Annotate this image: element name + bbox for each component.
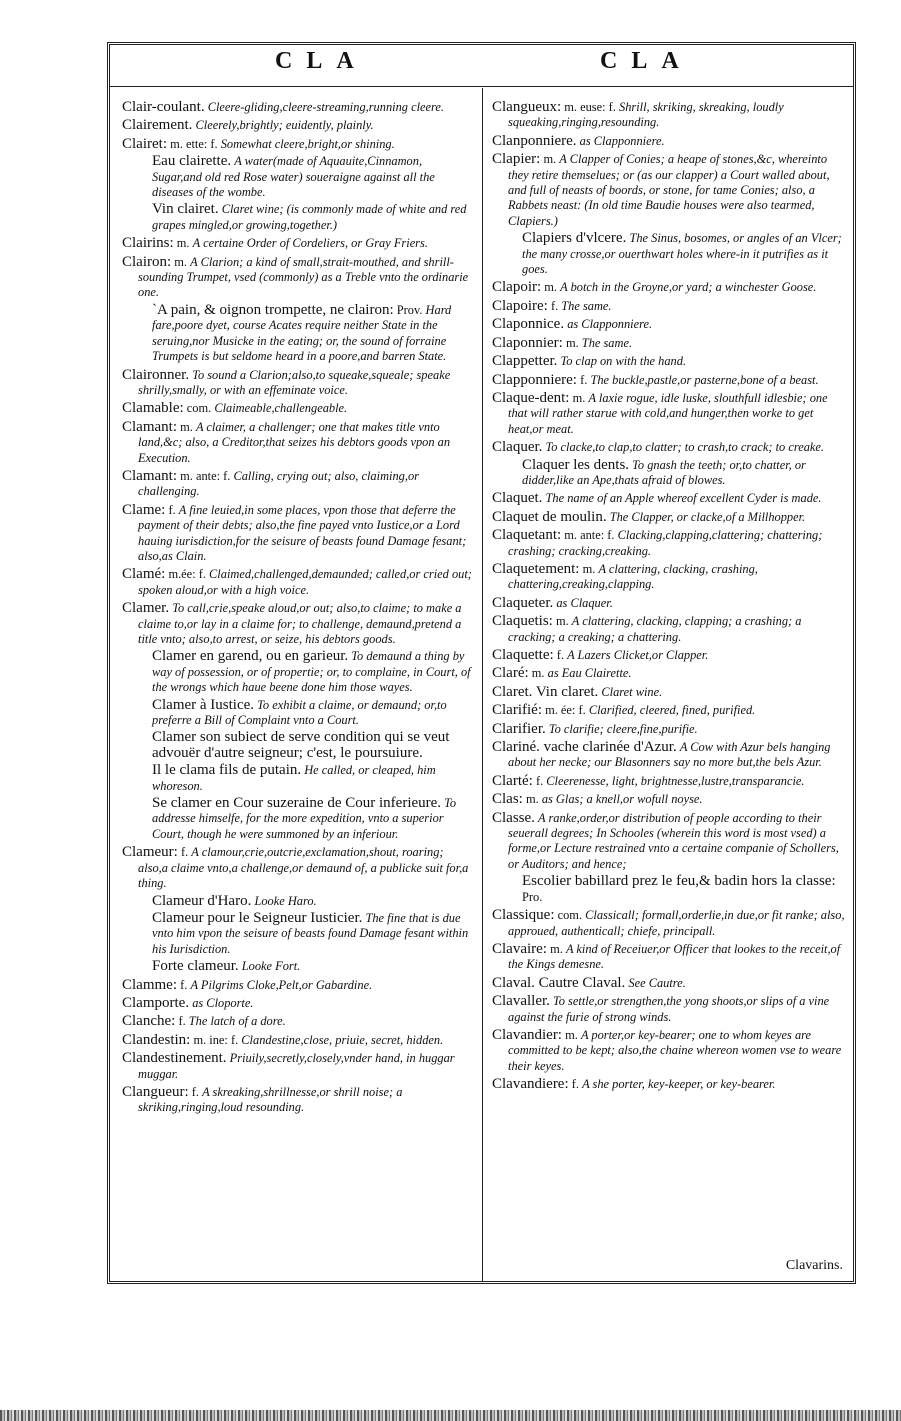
dictionary-entry <box>122 420 474 466</box>
grammar-label: f. <box>580 372 588 387</box>
definition: The Clapper, or clacke,of a Millhopper. <box>609 509 806 524</box>
dictionary-entry <box>136 154 474 200</box>
headword: Claquetis: <box>492 613 553 630</box>
dictionary-entry <box>492 811 846 873</box>
running-head-left: CLA <box>275 48 368 74</box>
definition: A she porter, key-keeper, or key-bearer. <box>582 1077 776 1092</box>
dictionary-entry <box>122 567 474 598</box>
dictionary-entry <box>492 336 846 351</box>
definition: Somewhat cleere,bright,or shining. <box>220 136 395 151</box>
grammar-label: m. <box>525 792 539 807</box>
definition: To clap on with the hand. <box>560 354 687 369</box>
header-rule <box>110 86 853 87</box>
definition: Claimeable,challengeable. <box>214 401 348 416</box>
definition: A water(made of Aquauite,Cinnamon, Sugar,and old red Rose water) soueraigne against all the diseases of the wombe. <box>152 154 435 200</box>
headword: Clame: <box>122 501 166 518</box>
definition: A Pilgrims Cloke,Pelt,or Gabardine. <box>190 977 373 992</box>
dictionary-entry <box>122 601 474 647</box>
definition: A skreaking,shrillnesse,or shrill noise; a skriking,ringing,loud resounding. <box>138 1084 403 1115</box>
dictionary-entry <box>492 1028 846 1074</box>
dictionary-entry <box>122 100 474 115</box>
definition: Looke Haro. <box>254 893 317 908</box>
headword: Clarté: <box>492 772 533 789</box>
dictionary-entry <box>136 763 474 794</box>
headword: Clamable: <box>122 400 184 417</box>
dictionary-entry <box>122 469 474 500</box>
dictionary-entry <box>122 137 474 152</box>
headword: Clamme: <box>122 976 177 993</box>
headword: Clappetter. <box>492 353 558 370</box>
dictionary-entry <box>122 1085 474 1116</box>
headword: Clairins: <box>122 235 174 252</box>
definition: Clarified, cleered, fined, purified. <box>588 703 756 718</box>
headword: Claqueter. <box>492 594 554 611</box>
headword: Clamer son subiect de serve condition qui se veut advouër d'autre seigneur; c'est, le poursuiure. <box>152 729 450 761</box>
definition: The name of an Apple whereof excellent Cyder is made. <box>545 491 822 506</box>
headword: Clarifié: <box>492 702 542 719</box>
dictionary-entry <box>492 100 846 131</box>
grammar-label: m. <box>174 254 188 269</box>
definition: Classicall; formall,orderlie,in due,or fit ranke; also, approued, authenticall; chiefe, principall. <box>508 908 845 938</box>
headword: Clandestin: <box>122 1031 191 1048</box>
headword: Clapiers d'vlcere. <box>522 230 627 247</box>
headword: Clapier: <box>492 151 541 168</box>
definition: To demaund a thing by way of possession, or of propertie; or, to complaine, in Court, of the wrongs which haue beene done him those wayes. <box>152 649 471 695</box>
definition: as Claquer. <box>556 595 613 610</box>
definition: A certaine Order of Cordeliers, or Gray Friers. <box>192 236 428 251</box>
definition: To addresse himselfe, for the more expedition, vnto a superior Court, though he were summoned by an inferiour. <box>152 796 457 841</box>
headword: Clavaller. <box>492 993 550 1010</box>
dictionary-entry <box>492 792 846 807</box>
headword: Clapoir: <box>492 279 542 296</box>
headword: Escolier babillard prez le feu,& badin hors la classe: <box>522 873 836 890</box>
headword: Clameur d'Haro. <box>152 892 252 909</box>
headword: Clangueur: <box>122 1083 189 1100</box>
definition: To exhibit a claime, or demaund; or,to preferre a Bill of Complaint vnto a Court. <box>152 697 447 728</box>
headword: Claré: <box>492 665 529 682</box>
headword: Claquer. <box>492 439 543 456</box>
grammar-label: m. <box>550 941 563 956</box>
definition: The same. <box>581 335 633 350</box>
grammar-label: m. <box>544 280 558 295</box>
definition: Priuily,secretly,closely,vnder hand, in huggar muggar. <box>138 1051 455 1081</box>
dictionary-entry <box>492 942 846 973</box>
grammar-label: Pro. <box>522 889 543 904</box>
definition: The same. <box>561 298 612 313</box>
headword: Clameur pour le Seigneur Iusticier. <box>152 909 363 926</box>
definition: A clattering, clacking, clapping; a crashing; a cracking; a creaking; a chattering. <box>508 614 802 644</box>
dictionary-entry <box>122 255 474 301</box>
headword: Clapponniere: <box>492 371 577 388</box>
headword: Clamant: <box>122 467 177 484</box>
definition: Cleerely,brightly; euidently, plainly. <box>195 118 374 133</box>
headword: Clamer. <box>122 600 170 617</box>
headword: Claquette: <box>492 647 554 663</box>
dictionary-entry <box>122 236 474 251</box>
dictionary-entry <box>492 976 846 991</box>
grammar-label: m. ine: f. <box>193 1032 239 1047</box>
headword: Vin clairet. <box>152 201 219 218</box>
dictionary-entry <box>122 368 474 399</box>
definition: Claimed,challenged,demaunded; called,or cried out; spoken aloud,or with a high voice. <box>138 567 472 597</box>
grammar-label: m. ante: f. <box>180 468 231 483</box>
running-head-right: CLA <box>600 48 693 74</box>
definition: A clamour,crie,outcrie,exclamation,shout, roaring; also,a claime vnto,a challenge,or demaund of, a publicke suit for,a thing. <box>138 845 469 891</box>
definition: A claimer, a challenger; one that makes title vnto land,&c; also, a Creditor,that seizes his debtors goods vpon an Execution. <box>138 419 451 465</box>
dictionary-entry <box>492 562 846 593</box>
definition: The latch of a dore. <box>188 1014 286 1029</box>
definition: Clandestine,close, priuie, secret, hidden. <box>241 1032 444 1047</box>
definition: To clarifie; cleere,fine,purifie. <box>548 721 698 736</box>
grammar-label: f. <box>556 648 564 662</box>
headword: Claquer les dents. <box>522 456 630 473</box>
headword: Eau clairette. <box>152 153 232 170</box>
dictionary-entry <box>122 845 474 891</box>
dictionary-entry <box>492 648 846 663</box>
definition: The Sinus, bosomes, or angles of an Vlcer; the many crosse,or ouerthwart holes where-in it putrifies as it goes. <box>522 231 842 277</box>
dictionary-entry <box>122 996 474 1011</box>
grammar-label: m. <box>555 614 569 629</box>
dictionary-entry <box>492 152 846 229</box>
headword: Clamer à Iustice. <box>152 696 255 713</box>
headword: Claret. Vin claret. <box>492 683 599 700</box>
grammar-label: m. <box>180 419 193 434</box>
definition: as Glas; a knell,or wofull noyse. <box>541 792 703 807</box>
grammar-label: f. <box>180 845 189 860</box>
dictionary-entry <box>492 722 846 737</box>
dictionary-entry <box>136 894 474 909</box>
headword: Claironner. <box>122 366 190 383</box>
dictionary-entry <box>492 440 846 455</box>
grammar-label: m. ante: f. <box>564 528 615 543</box>
headword: Clamé: <box>122 566 166 583</box>
headword: Clamant: <box>122 418 177 435</box>
left-column <box>122 100 474 1119</box>
definition: A ranke,order,or distribution of people according to their seuerall degrees; In Schooles (wherein this word is most vsed) a forme,or Lecture restrained vnto a certaine companie of Schollers, or Auditors; and hence; <box>508 810 839 871</box>
headword: Clanche: <box>122 1013 176 1030</box>
dictionary-entry <box>136 303 474 365</box>
grammar-label: f. <box>571 1077 579 1092</box>
grammar-label: m. <box>572 390 586 405</box>
grammar-label: m. ée: f. <box>545 703 586 718</box>
dictionary-entry <box>492 685 846 700</box>
headword: Claquetant: <box>492 527 562 544</box>
grammar-label: f. <box>550 298 559 313</box>
dictionary-entry <box>506 231 846 277</box>
grammar-label: f. <box>180 977 188 992</box>
dictionary-entry <box>136 202 474 233</box>
grammar-label: m.ée: f. <box>168 567 206 582</box>
dictionary-entry <box>136 796 474 842</box>
definition: Calling, crying out; also, claiming,or challenging. <box>138 468 419 499</box>
dictionary-entry <box>506 458 846 489</box>
headword: Claquetement: <box>492 560 580 577</box>
dictionary-entry <box>492 908 846 939</box>
dictionary-entry <box>492 703 846 718</box>
dictionary-entry <box>492 280 846 295</box>
definition: A Cow with Azur bels hanging about her necke; our Blasonners say no more but,the bels Azur. <box>508 740 831 770</box>
headword: Claquet de moulin. <box>492 508 607 525</box>
definition: A botch in the Groyne,or yard; a winchester Goose. <box>560 280 817 295</box>
dictionary-entry <box>122 978 474 993</box>
dictionary-entry <box>492 740 846 771</box>
headword: Clandestinement. <box>122 1050 227 1067</box>
headword: Claponnice. <box>492 316 565 333</box>
dictionary-entry <box>492 373 846 388</box>
headword: Classique: <box>492 907 555 924</box>
definition: as Eau Clairette. <box>547 666 632 681</box>
dictionary-entry <box>122 1014 474 1029</box>
definition: The fine that is due vnto him vpon the seisure of beasts found Damage fesant within his Iurisdiction. <box>152 910 469 956</box>
definition: A kind of Receiuer,or Officer that lookes to the receit,of the Kings demesne. <box>508 941 841 972</box>
dictionary-entry <box>492 510 846 525</box>
headword: Clairet: <box>122 135 167 152</box>
headword: Clamer en garend, ou en garieur. <box>152 648 349 665</box>
headword: Clavaire: <box>492 940 547 957</box>
grammar-label: f. <box>191 1084 199 1099</box>
definition: A laxie rogue, idle luske, slouthfull idlesbie; one that will rather starue with cold,and hunger,then worke to get heat,or meat. <box>508 390 828 436</box>
scan-edge-strip <box>0 1410 901 1421</box>
definition: A fine leuied,in some places, vpon those that deferre the payment of their debts; also,the fine payed vnto Iustice,or a Lord hauing iurisdiction,for the seisure of beasts found Damage fesant; also,as Clain. <box>138 502 467 563</box>
definition: The buckle,pastle,or pasterne,bone of a beast. <box>590 372 819 387</box>
dictionary-entry <box>122 118 474 133</box>
definition: See Cautre. <box>628 975 686 990</box>
grammar-label: m. <box>582 561 596 576</box>
grammar-label: f. <box>178 1014 186 1029</box>
dictionary-entry <box>506 874 846 905</box>
definition: Hard fare,poore dyet, course Acates require neither State in the seruing,nor Musicke in the eating; or, the sound of forraine Trumpets is but seldome heard in a poore,and barren State. <box>152 302 452 364</box>
definition: Cleere-gliding,cleere-streaming,running cleere. <box>207 100 444 114</box>
definition: To sound a Clarion;also,to squeake,squeale; speake shrilly,smally, or with an effeminate voice. <box>138 367 451 397</box>
grammar-label: m. euse: f. <box>564 100 616 114</box>
dictionary-entry <box>492 994 846 1025</box>
dictionary-entry <box>492 1077 846 1092</box>
headword: Claval. Cautre Claval. <box>492 974 626 991</box>
dictionary-entry <box>492 134 846 149</box>
grammar-label: m. <box>531 666 545 681</box>
grammar-label: m. <box>565 1027 578 1042</box>
column-divider <box>482 88 483 1282</box>
dictionary-entry <box>492 596 846 611</box>
dictionary-entry <box>492 317 846 332</box>
definition: as Clapponniere. <box>567 317 653 332</box>
headword: Clanponniere. <box>492 132 577 149</box>
definition: A clattering, clacking, crashing, chattering,creaking,clapping. <box>508 561 758 592</box>
headword: Classe. <box>492 809 535 826</box>
headword: Il le clama fils de putain. <box>152 762 302 779</box>
headword: Se clamer en Cour suzeraine de Cour inferieure. <box>152 795 442 812</box>
definition: Cleerenesse, light, brightnesse,lustre,transparancie. <box>546 773 805 788</box>
dictionary-entry <box>492 391 846 437</box>
headword: Claque-dent: <box>492 389 570 406</box>
headword: Clavandier: <box>492 1026 562 1043</box>
headword: Clameur: <box>122 844 178 861</box>
headword: Clariné. vache clarinée d'Azur. <box>492 739 677 756</box>
grammar-label: m. ette: f. <box>170 136 218 151</box>
headword: Forte clameur. <box>152 958 239 975</box>
dictionary-entry <box>122 1033 474 1048</box>
dictionary-entry <box>136 911 474 957</box>
definition: A Clarion; a kind of small,strait-mouthed, and shrill-sounding Trumpet, vsed (commonly) as a Treble vnto the ordinarie one. <box>138 254 469 300</box>
headword: Clamporte. <box>122 994 190 1011</box>
definition: To clacke,to clap,to clatter; to crash,to crack; to creake. <box>545 440 824 455</box>
definition: A porter,or key-bearer; one to whom keyes are committed to be kept; also,the chaine whereon women vse to weare their keyes. <box>508 1027 842 1073</box>
grammar-label: m. <box>176 236 190 251</box>
definition: Claret wine; (is commonly made of white and red grapes mingled,or growing,together.) <box>152 202 467 232</box>
headword: Clangueux: <box>492 99 562 115</box>
headword: Clas: <box>492 791 523 808</box>
dictionary-entry <box>492 528 846 559</box>
dictionary-entry <box>136 730 474 761</box>
right-column <box>492 100 846 1096</box>
definition: Claret wine. <box>601 684 663 699</box>
grammar-label: m. <box>543 152 557 167</box>
definition: Looke Fort. <box>241 959 301 974</box>
grammar-label: f. <box>535 773 544 788</box>
grammar-label: com. <box>557 908 583 923</box>
dictionary-entry <box>122 401 474 416</box>
dictionary-entry <box>492 354 846 369</box>
grammar-label: f. <box>168 502 176 517</box>
headword: Clairon: <box>122 253 172 270</box>
headword: Clair-coulant. <box>122 99 205 115</box>
catchword: Clavarins. <box>785 1258 843 1273</box>
headword: Clairement. <box>122 117 193 134</box>
headword: Claquet. <box>492 490 543 507</box>
definition: He called, or cleaped, him whoreson. <box>152 763 436 793</box>
grammar-label: m. <box>565 335 579 350</box>
dictionary-entry <box>492 491 846 506</box>
definition: To call,crie,speake aloud,or out; also,to claime; to make a claime to,or lay in a claime for; to challenge, demaund,pretend a title vnto; also,to arrest, or seize, his debtors goods. <box>138 601 462 646</box>
headword: Clavandiere: <box>492 1076 569 1093</box>
dictionary-entry <box>492 299 846 314</box>
headword: `A pain, & oignon trompette, ne clairon: <box>152 301 394 318</box>
headword: Clarifier. <box>492 720 546 737</box>
definition: To gnash the teeth; or,to chatter, or didder,like an Ape,thats afraid of blowes. <box>522 457 806 487</box>
dictionary-entry <box>122 1051 474 1082</box>
dictionary-entry <box>492 614 846 645</box>
dictionary-entry <box>122 503 474 565</box>
dictionary-entry <box>492 774 846 789</box>
grammar-label: com. <box>186 401 212 416</box>
dictionary-entry <box>136 959 474 974</box>
definition: Shrill, skriking, skreaking, loudly squeaking,ringing,resounding. <box>508 100 784 130</box>
definition: A Lazers Clicket,or Clapper. <box>567 648 709 662</box>
dictionary-entry <box>136 649 474 695</box>
headword: Clapoire: <box>492 297 548 314</box>
dictionary-entry <box>492 666 846 681</box>
definition: To settle,or strengthen,the yong shoots,or slips of a vine against the furie of strong winds. <box>508 994 830 1024</box>
definition: A Clapper of Conies; a heape of stones,&c, whereinto they retire themselues; or (as our clapper) a Court walled about, and full of neasts of boords, or stone, for tame Conies; also, a Rabbets neast: (In old time Baudie houses were also tearmed, Clapiers.) <box>508 152 830 228</box>
headword: Claponnier: <box>492 334 563 351</box>
definition: as Clapponniere. <box>579 133 665 148</box>
dictionary-entry <box>136 698 474 729</box>
definition: as Cloporte. <box>192 995 254 1010</box>
grammar-label: Prov. <box>396 302 423 317</box>
definition: Clacking,clapping,clattering; chattering; crashing; cracking,creaking. <box>508 528 823 558</box>
